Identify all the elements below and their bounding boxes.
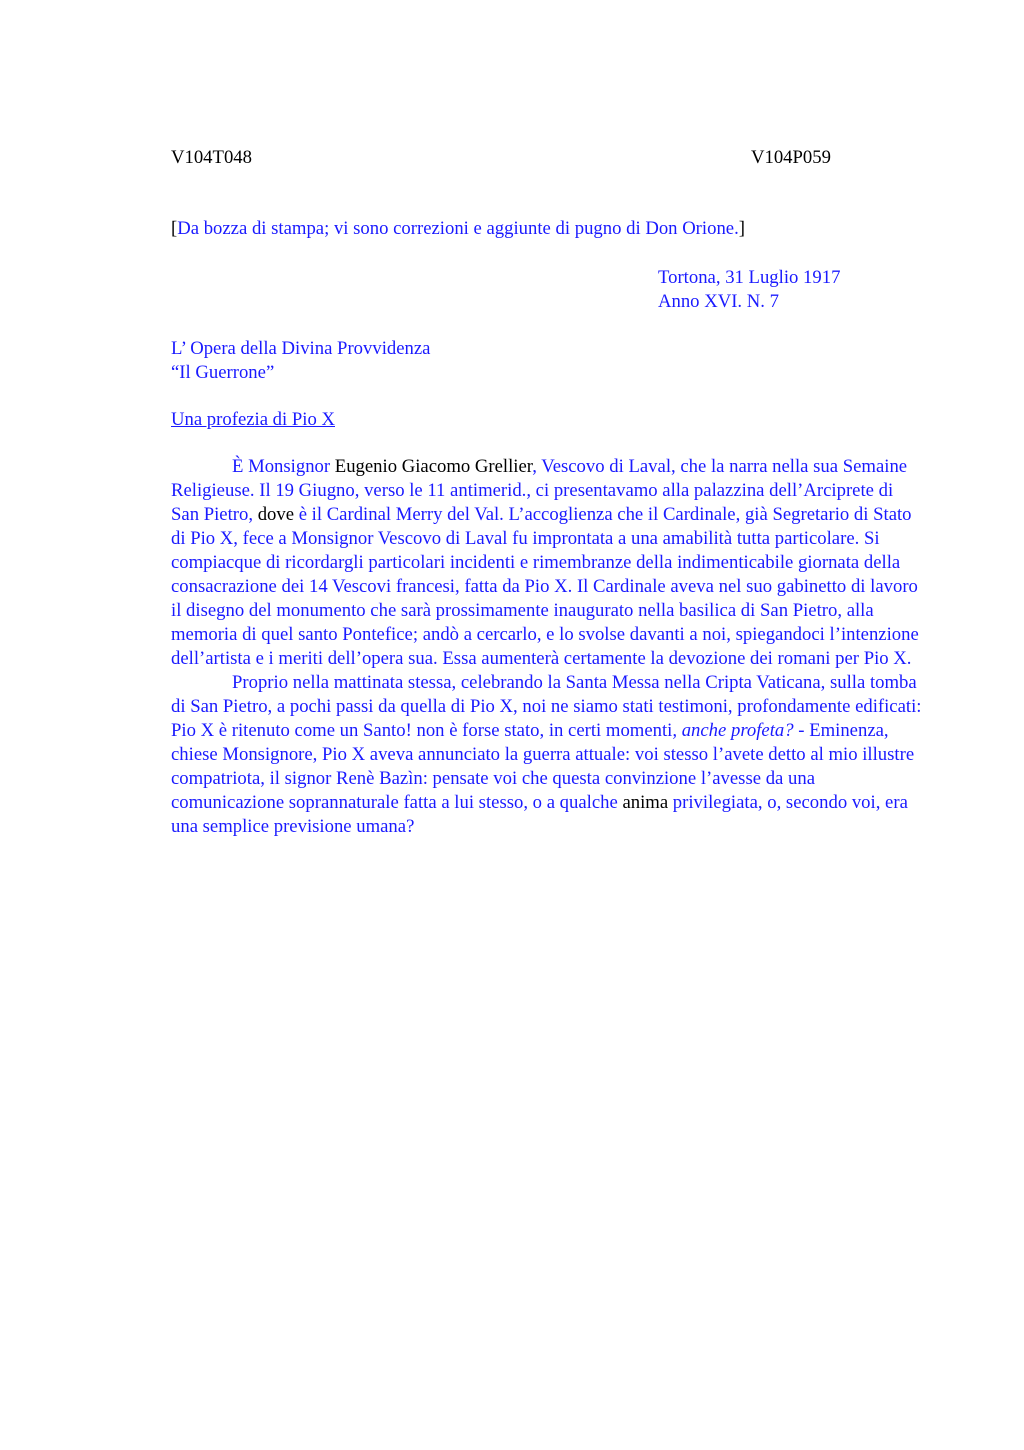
p1-segment-3: , Vescovo di Laval, che la narra nella sua Semaine Religieuse. Il 19 Giugno, verso le 11 antimerid., ci presentavamo alla palazzina dell’Arciprete di San Pietro, <box>171 456 908 525</box>
header-left-code: V104T048 <box>171 147 252 168</box>
dateline-issue: Anno XVI. N. 7 <box>658 291 779 312</box>
editorial-note <box>171 217 745 241</box>
p2-segment-anima: anima <box>622 792 669 813</box>
p2-segment-italic: , anche profeta? <box>672 720 794 741</box>
article-title: Una profezia di Pio X <box>171 409 335 430</box>
header-right-code: V104P059 <box>751 147 831 168</box>
p2-segment-1: Proprio nella mattinata stessa, celebrando la Santa Messa nella Cripta Vaticana, sulla tomba di San Pietro, a pochi passi da quella di Pio X, noi ne siamo stati testimoni, profondamente edificati: Pio X è ritenuto come un Santo! non è forse stato, in certi momenti <box>171 672 922 741</box>
note-close-bracket: ] <box>738 218 745 239</box>
note-open-bracket: [ <box>171 218 178 239</box>
article-body <box>171 455 923 839</box>
p1-segment-name: Eugenio Giacomo Grellier <box>334 456 533 477</box>
p2-segment-5: privilegiata, o, secondo voi, era una semplice previsione umana? <box>171 792 908 837</box>
note-text: Da bozza di stampa; vi sono correzioni e aggiunte di pugno di Don Orione. <box>177 218 739 239</box>
p2-segment-3: - Eminenza, chiese Monsignore, Pio X aveva annunciato la guerra attuale: voi stesso l’avete detto al mio illustre compatriota, il signor Renè Bazìn: pensate voi che questa convinzione l’avesse da una comunicazione soprannaturale fatta a lui stesso, o a qualche <box>171 720 915 813</box>
dateline-place-date: Tortona, 31 Luglio 1917 <box>658 267 841 288</box>
p1-segment-1: È Monsignor <box>232 456 335 477</box>
paragraph-1 <box>171 455 923 671</box>
publication-name: L’ Opera della Divina Provvidenza <box>171 338 431 359</box>
publication-subtitle: “Il Guerrone” <box>171 362 275 383</box>
p1-segment-dove: dove <box>257 504 295 525</box>
paragraph-2 <box>171 671 923 839</box>
p1-segment-5: è il Cardinal Merry del Val. L’accoglienza che il Cardinale, già Segretario di Stato di Pio X, fece a Monsignor Vescovo di Laval fu improntata a una amabilità tutta particolare. Si compiacque di ricordargli particolari incidenti e rimembranze della indimenticabile giornata della consacrazione dei 14 Vescovi francesi, fatta da Pio X. Il Cardinale aveva nel suo gabinetto di lavoro il disegno del monumento che sarà prossimamente inaugurato nella basilica di San Pietro, alla memoria di quel santo Pontefice; andò a cercarlo, e lo svolse davanti a noi, spiegandoci l’intenzione dell’artista e i meriti dell’opera sua. Essa aumenterà certamente la devozione dei romani per Pio X. <box>171 504 919 669</box>
